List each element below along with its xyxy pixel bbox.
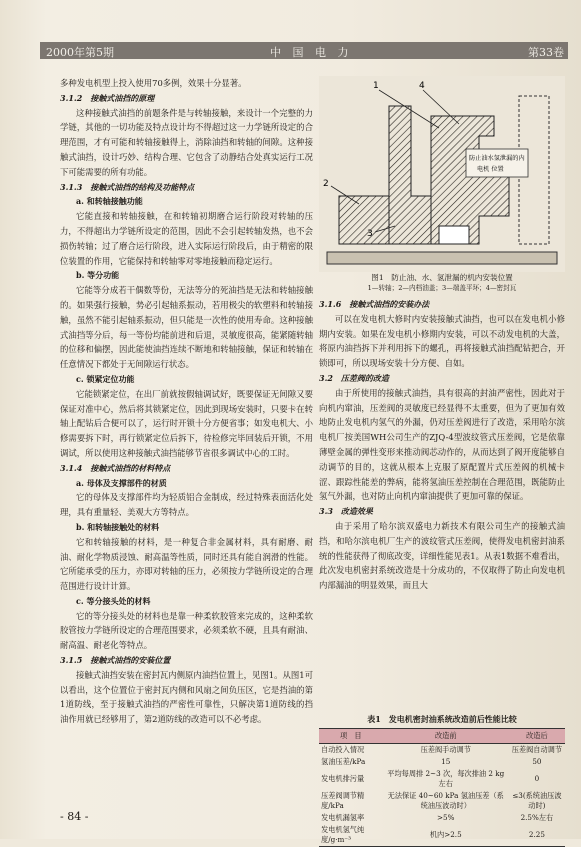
table-header-row [319,729,565,744]
paragraph: 这种接触式油挡的前题条件是与转轴接触，来设计一个完整的力学链，其他的一切功能及特点设计均不得超过这一力学链所设定的合理范围，才有可能和转轴接触得上，消除油挡和转轴的间隙。这种接触式油挡，设计巧妙、结构合理、它包含了动静结合处真实运行工况下可能需要的所有功能。 [60,107,313,177]
table-cell: 50 [532,757,542,766]
table-cell: 机内>2.5 [383,824,509,847]
table-cell: 无法保证 40~60 kPa 氢油压差（系统油压波动时） [387,791,504,810]
figure-label-4: 4 [419,81,425,91]
table-cell: 平均每周排 2~3 次，每次排油 2 kg 左右 [387,769,505,788]
table-cell: 压差阀自动调节 [511,745,563,754]
right-text [319,297,565,593]
subheading: c. 等分接头处的材料 [76,595,151,606]
paragraph: 可以在发电机大修时内安装接触式油挡，也可以在发电机小修期内安装。如果在发电机小修期内安装，可以不动发电机的大盖，将原内油挡拆下并利用拆下的螺孔，再将接触式油挡配钻把合，开锁即可，所以现场安装十分方便、自如。 [319,313,565,369]
figure-label-1: 1 [373,81,379,91]
comparison-table [319,728,565,847]
table-row [319,824,565,847]
journal-title: 中 国 电 力 [270,46,353,59]
table-row [319,756,565,768]
page-header [40,42,568,59]
section-heading-3-1-6: 3.1.6 接触式油挡的安装办法 [319,299,430,309]
table-row [319,768,565,790]
section-heading-3-1-4: 3.1.4 接触式油挡的材料特点 [60,462,171,473]
figure-legend: 1—转轴；2—内档油盖；3—端盖平环；4—密封瓦 [367,284,517,292]
figure-label-2: 2 [323,179,329,189]
seal-installation-diagram [319,76,565,272]
section-heading-3-1-2: 3.1.2 接触式油挡的原理 [60,92,155,103]
section-heading-3-1-5: 3.1.5 接触式油挡的安装位置 [60,655,171,666]
section-heading-3-1-3: 3.1.3 接触式油挡的结构及功能特点 [60,181,195,192]
figure-annotation: 电机 位置 [477,166,504,173]
table-cell: 压差阀手动调节 [420,745,471,754]
paragraph: 它的等分接头处的材料也是靠一种柔软胶管来完成的，这种柔软胶管按力学链所设定的合理范围要求，必须柔软不硬，且具有耐油、耐高温、耐老化等特点。 [60,610,313,651]
table-cell: 15 [441,757,451,766]
table-cell: 2.5%左右 [520,813,554,822]
paragraph: 它的母体及支撑部件均为轻质铝合金制成，经过特殊表面活化处理，具有重量轻、美观大方等特点。 [60,492,313,518]
subheading: b. 等分功能 [76,270,120,281]
subheading: a. 和转轴接触功能 [76,196,143,207]
right-column [319,76,565,844]
paragraph: 接触式油挡安装在密封瓦内侧原内油挡位置上，见图1。从图1可以看出，这个位置位于密封瓦内侧和风扇之间负压区，它是挡油的第1道防线，至于接触式油挡的严密性可靠性，只解决第1道防线的挡油作用就已经够用了，第2道防线的改造可以不必考虑。 [60,669,313,725]
table-row [319,812,565,824]
figure-1 [319,76,565,292]
column-header: 改造前 [383,729,509,744]
paragraph: 由于采用了哈尔滨双盛电力新技术有限公司生产的接触式油挡，和哈尔滨电机厂生产的波纹管式压差阀，使得发电机密封油系统的性能获得了彻底改变，详细性能见表1。从表1数据不难看出，此次发电机密封系统改造是十分成功的，不仅取得了防止向发电机内部漏油的明显效果，而且大 [319,520,565,591]
table-cell: 发电机排污量 [321,774,365,783]
page-number: - 84 - [60,810,89,823]
section-heading-3-3: 3.3 改造效果 [319,506,373,517]
figure-caption: 图1 防止油、水、氢泄漏的机内安装位置 [371,273,513,282]
table-cell: 发电机漏氢率 [321,813,365,822]
table-caption: 表1 发电机密封油系统改造前后性能比较 [367,714,517,724]
table-cell: 氢油压差/kPa [321,757,366,766]
paragraph: 多种发电机型上投入使用70多例，效果十分显著。 [60,78,247,88]
paragraph: 它能直接和转轴接触，在和转轴初期磨合运行阶段对转轴的压力，不得超出力学链所设定的范围，因此不会引起转轴发热，也不会损伤转轴；过了磨合运行阶段，进入实际运行阶段后，由于精密的限位装置的作用，它能保持和转轴零对零地接触而稳定运行。 [60,211,313,266]
table-cell: 发电机氢气纯度/g·m⁻³ [319,824,383,847]
left-column [60,76,313,806]
figure-annotation: 防止油水氢泄漏的内 [469,155,525,162]
table-cell: 自动投入情况 [321,745,365,754]
subheading: c. 锁紧定位功能 [76,373,135,384]
section-heading-3-2: 3.2 压差阀的改造 [319,372,389,383]
table-cell: ≤3(系统油压波动时) [512,791,562,810]
table-row [319,744,565,757]
column-header: 项 目 [319,729,383,744]
paragraph: 它能锁紧定位，在出厂前就按假轴调试好，既要保证无间隙又要保证对准中心，然后将其锁紧定位，因此到现场安装时，只要卡在转轴上配钻后合便可以了，运行时开锁十分方便省事；如发电机大、小修需要拆下时，再行锁紧定位后拆下，待检修完毕回装后开锁，不用调试，所以使用这种接触式油挡能够节省很多调试中心的工时。 [60,388,313,458]
table-cell: 压差阀调节精度/kPa [321,791,365,810]
paragraph: 由于所使用的接触式油挡，具有很高的封油严密性，因此对于向机内窜油，压差阀的灵敏度已经显得不太重要，但为了更加有效地防止发电机内氢气的外漏，仍对压差阀进行了改造，采用哈尔滨电机厂按美国WH公司生产的ZJQ-4型波纹管式压差阀，它是依靠薄壁金属的弹性变形来推动阀芯动作的，从而达到了阀开度能够自动调节的目的，这就从根本上克服了原配置片式压差阀的机械卡涩、跟踪性能差的弊病，能将氢油压差控制在合理范围，既能防止氢气外漏，也对防止向机内窜油提供了更加可靠的保证。 [319,387,565,502]
paragraph: 它和转轴接触的材料，是一种复合非金属材料，具有耐磨、耐油、耐化学物质浸蚀、耐高温等性质，同时还具有能自润滑的性能。它所能承受的压力，亦即对转轴的压力，必须按力学链所设定的合理范围进行设计计算。 [60,536,313,592]
subheading: a. 母体及支撑部件的材质 [76,477,167,488]
table-cell: 2.25 [509,824,565,847]
figure-label-3: 3 [367,229,373,239]
issue-label: 2000年第5期 [46,46,114,59]
table-row [319,790,565,812]
volume-label: 第33卷 [528,46,564,59]
table-cell: >5% [437,813,455,822]
column-header: 改造后 [509,729,565,744]
subheading: b. 和转轴接触处的材料 [76,521,160,532]
table-cell: 0 [534,774,540,783]
paragraph: 它能等分成若干偶数等份，无法等分的死油挡是无法和转轴接触的。如果强行接触，势必引起轴系振动，若用极尖的软塑料和转轴接触，虽然不能引起轴系振动，但只能是一次性的使用寿命。这种接触式油挡等分后，每一等份均能前进和后退，灵敏度很高，能紧随转轴的位移和偏摆，因此能使油挡连续不断地和转轴接触，保证和转轴在任意情况下都处于无间隙运行状态。 [60,285,313,370]
